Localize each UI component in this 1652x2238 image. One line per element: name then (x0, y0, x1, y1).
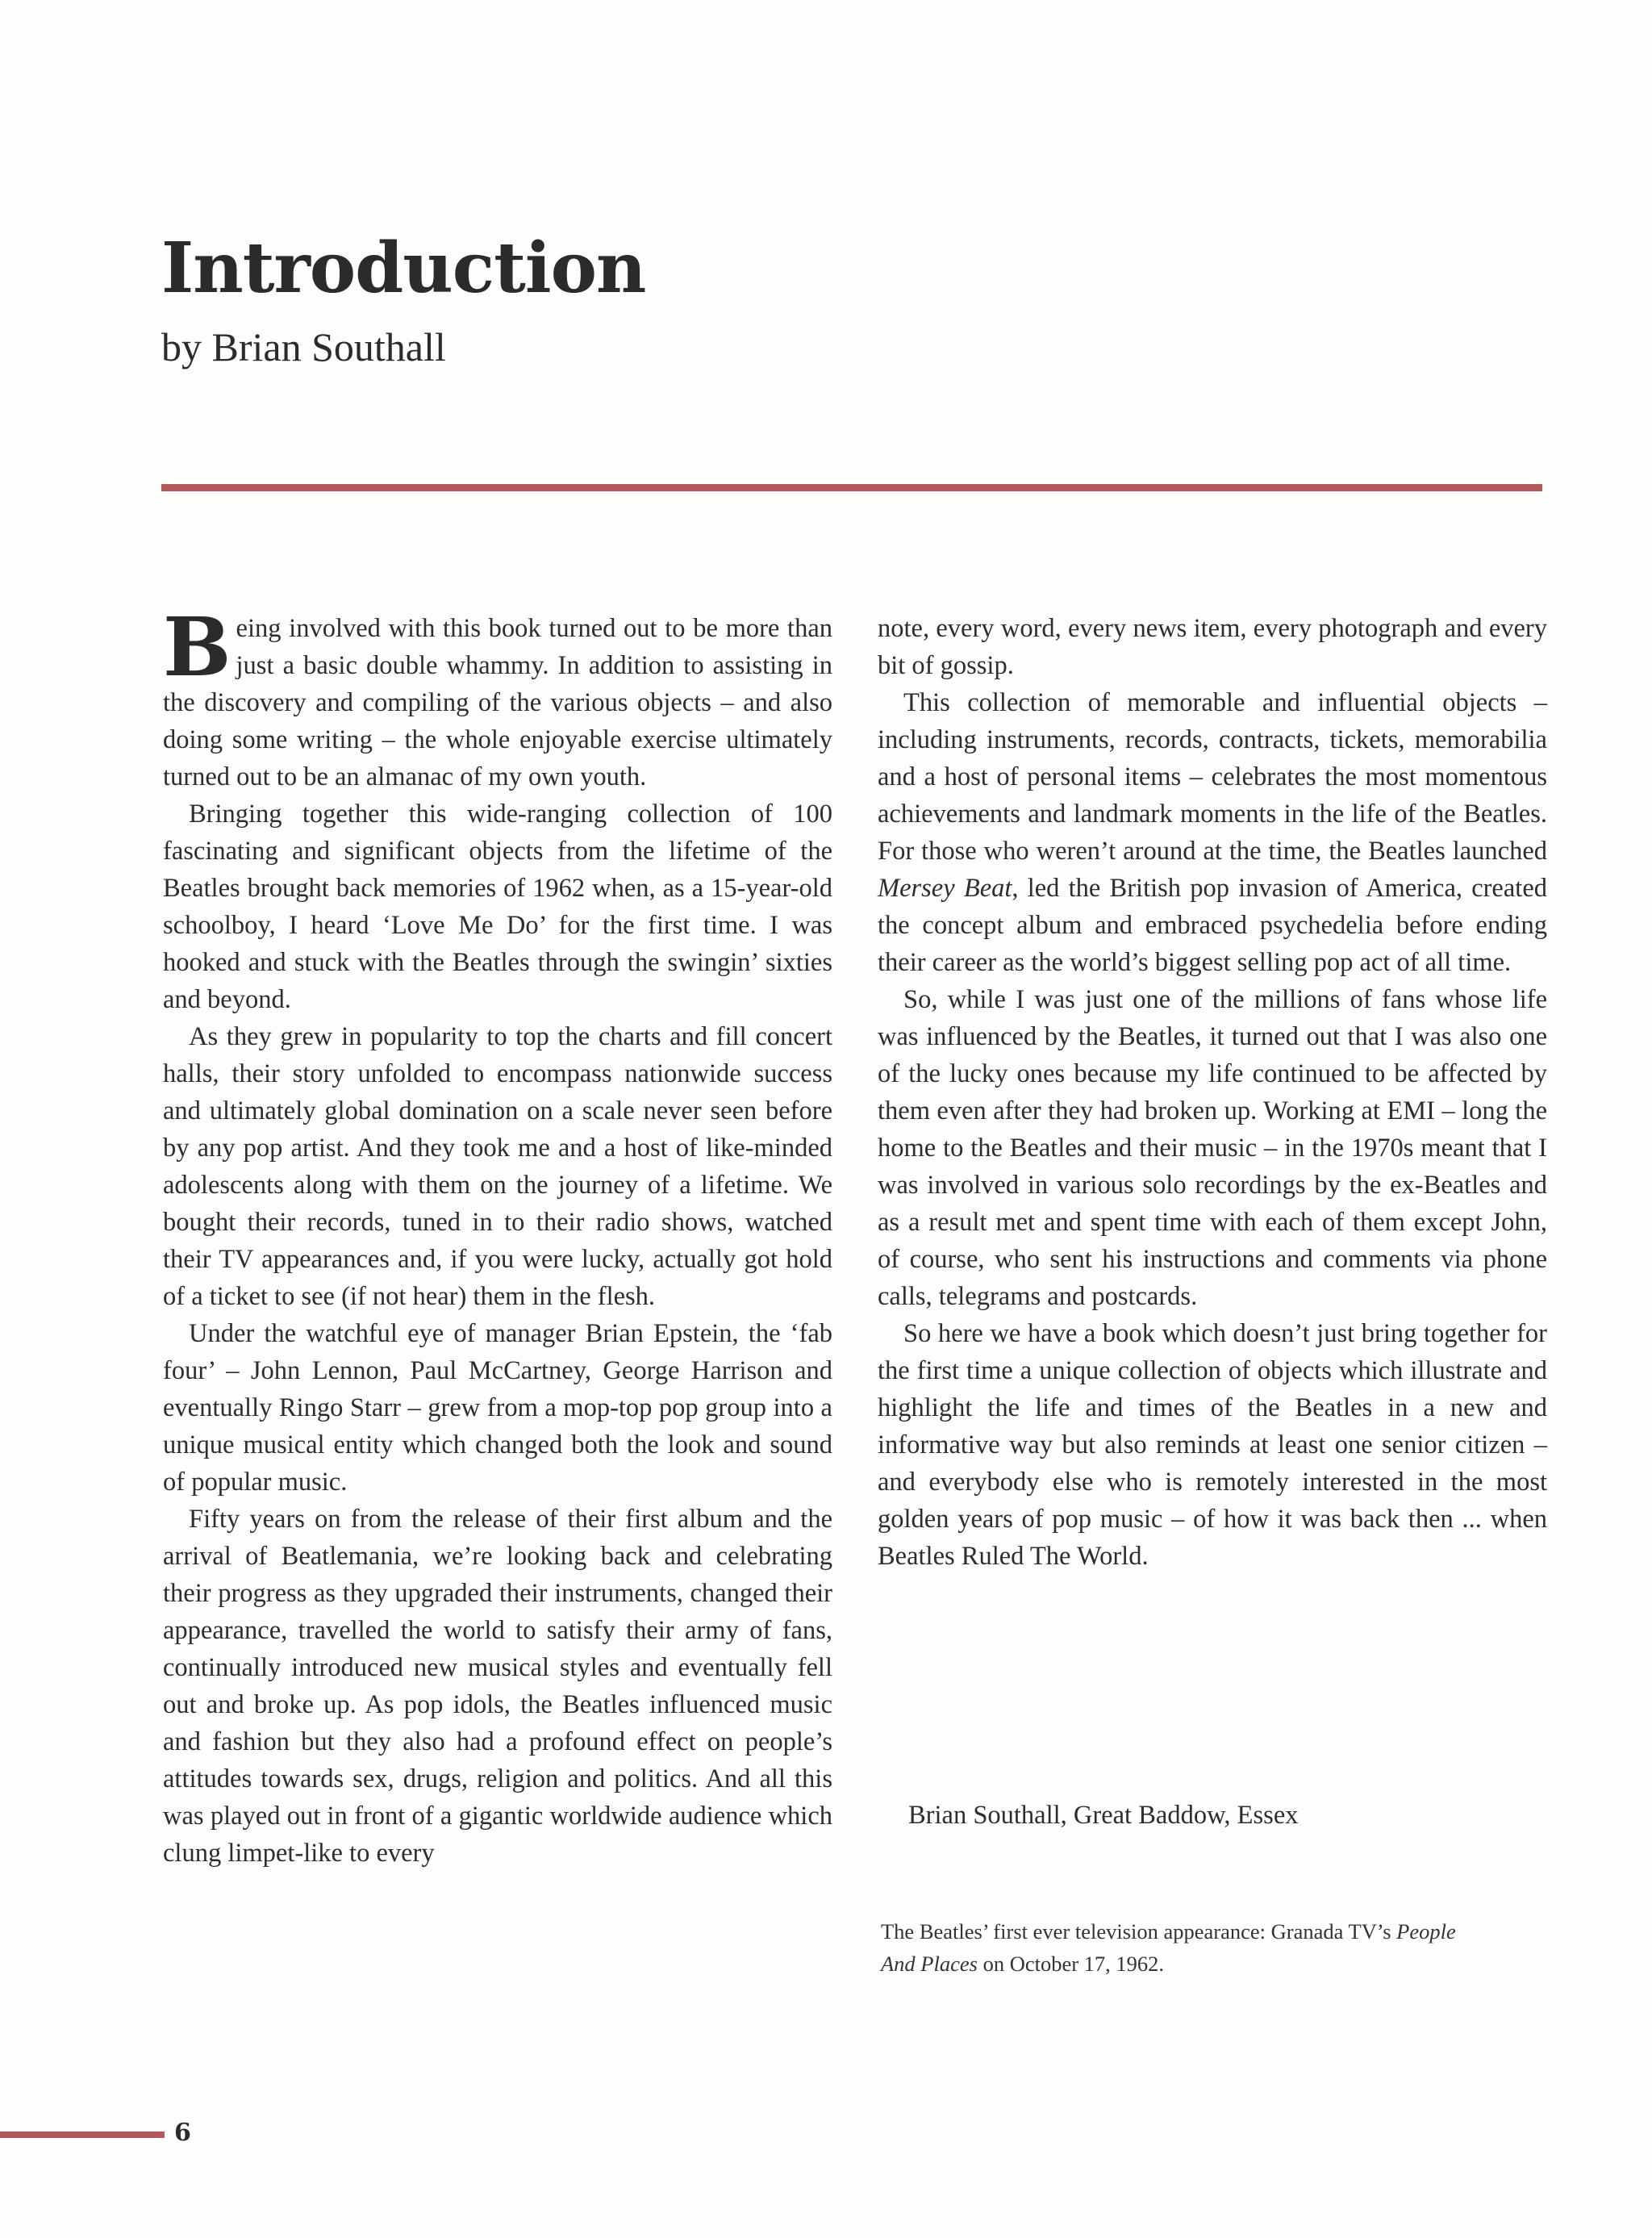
photo-caption (881, 1915, 1494, 1980)
paragraph (163, 599, 832, 795)
paragraph: Bringing together this wide-ranging collection of 100 fascinating and significant objects from the lifetime of the Beatles brought back memories of 1962 when, as a 15-year-old schoolboy, I heard ‘Love Me Do’ for the first time. I was hooked and stuck with the Beatles through the swingin’ sixties and beyond. (163, 800, 832, 1014)
drop-cap: B (163, 599, 232, 695)
paragraph-text: eing involved with this book turned out to be more than just a basic double whammy. In addition to assisting in the discovery and compiling of the various objects – and also doing some writing – the whole enjoyable exercise ultimately turned out to be an almanac of my own youth. (163, 614, 832, 791)
paragraph: So, while I was just one of the millions of fans whose life was influenced by the Beatles, it turned out that I was also one of the lucky ones because my life continued to be affected by them even after they had broken up. Working at EMI – long the home to the Beatles and their music – in the 1970s meant that I was involved in various solo recordings by the ex-Beatles and as a result met and spent time with each of them except John, of course, who sent his instructions and comments via phone calls, telegrams and postcards. (878, 985, 1547, 1311)
right-column (878, 610, 1547, 1575)
paragraph: Fifty years on from the release of their first album and the arrival of Beatlemania, we’re looking back and celebrating their progress as they upgraded their instruments, changed their appearance, travelled the world to satisfy their army of fans, continually introduced new musical styles and eventually fell out and broke up. As pop idols, the Beatles influenced music and fashion but they also had a profound effect on people’s attitudes towards sex, drugs, religion and politics. And all this was played out in front of a gigantic worldwide audience which clung limpet-like to every (163, 1505, 832, 1868)
paragraph-text: This collection of memorable and influential objects – including instruments, records, contracts, tickets, memorabilia and a host of personal items – celebrates the most momentous achievements and landmark moments in the life of the Beatles. For those who weren’t around at the time, the Beatles launched (878, 688, 1547, 866)
caption-text: The Beatles’ first ever television appearance: Granada TV’s (881, 1919, 1397, 1944)
page-number: 6 (174, 2119, 191, 2147)
header-divider-rule (161, 484, 1542, 491)
paragraph: So here we have a book which doesn’t just bring together for the first time a unique collection of objects which illustrate and highlight the life and times of the Beatles in a new and informative way but also reminds at least one senior citizen – and everybody else who is remotely interested in the most golden years of pop music – of how it was back then ... when Beatles Ruled The World. (878, 1319, 1547, 1571)
left-column (163, 599, 832, 1872)
paragraph: Under the watchful eye of manager Brian Epstein, the ‘fab four’ – John Lennon, Paul McCartney, George Harrison and eventually Ringo Starr – grew from a mop-top pop group into a unique musical entity which changed both the look and sound of popular music. (163, 1319, 832, 1497)
paragraph (878, 684, 1547, 981)
author-byline: by Brian Southall (161, 324, 446, 370)
paragraph-text: , led the British pop invasion of America, created the concept album and embraced psychedelia before ending their career as the world’s biggest selling pop act of all time. (878, 874, 1547, 977)
caption-show-title: People And Places (881, 1919, 1456, 1976)
publication-title: Mersey Beat (878, 874, 1012, 903)
caption-text: on October 17, 1962. (977, 1952, 1165, 1976)
footer-rule (0, 2132, 165, 2138)
author-signature: Brian Southall, Great Baddow, Essex (908, 1801, 1299, 1830)
paragraph: As they grew in popularity to top the charts and fill concert halls, their story unfolded to encompass nationwide success and ultimately global domination on a scale never seen before by any pop artist. And they took me and a host of like-minded adolescents along with them on the journey of a lifetime. We bought their records, tuned in to their radio shows, watched their TV appearances and, if you were lucky, actually got hold of a ticket to see (if not hear) them in the flesh. (163, 1022, 832, 1311)
paragraph: note, every word, every news item, every photograph and every bit of gossip. (878, 614, 1547, 680)
page-title: Introduction (161, 228, 646, 309)
